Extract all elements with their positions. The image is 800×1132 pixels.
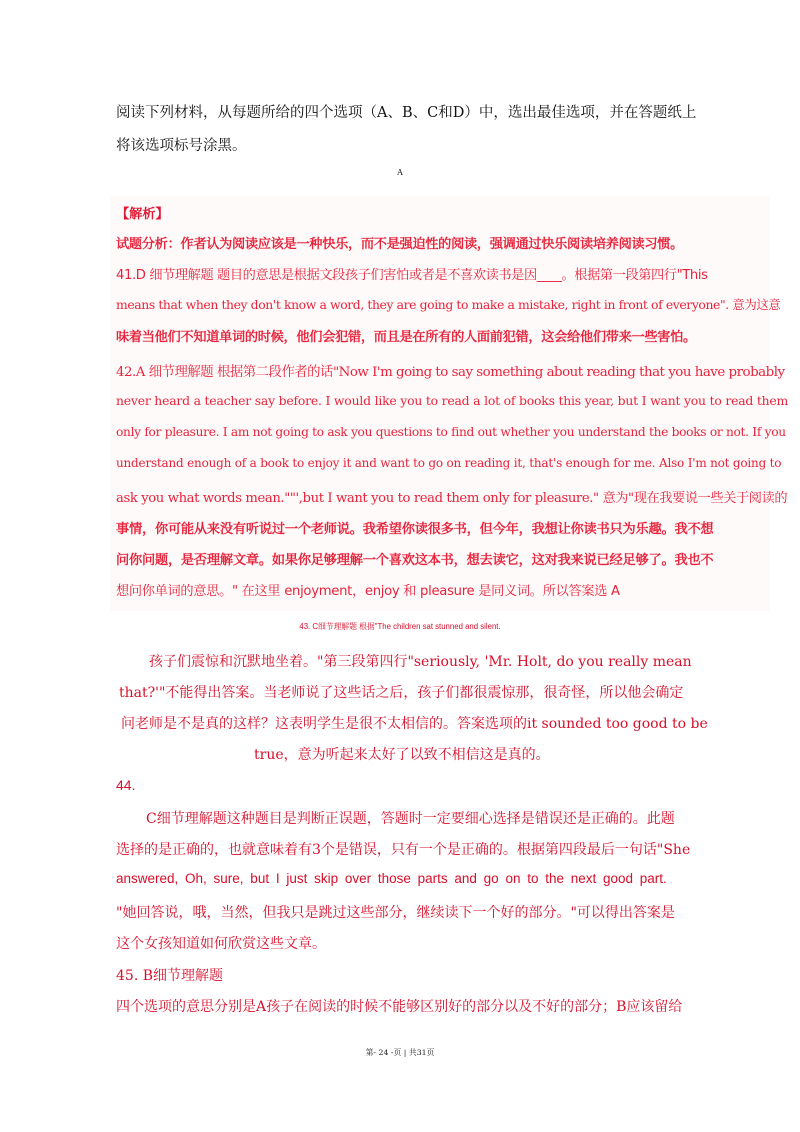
instructions-line-1: 阅读下列材料，从每题所给的四个选项（A、B、C和D）中，选出最佳选项，并在答题纸上 xyxy=(116,105,697,121)
analysis-line: 问你问题，是否理解文章。如果你足够理解一个喜欢这本书，想去读它，这对我来说已经足够了。我也不 xyxy=(116,553,714,568)
q43-line-4: 问老师是不是真的这样？这表明学生是很不太相信的。答案选项的it sounded too good to be xyxy=(121,716,708,732)
q44-line-4: "她回答说，哦，当然，但我只是跳过这些部分，继续读下一个好的部分。"可以得出答案是 xyxy=(116,905,675,921)
analysis-line: understand enough of a book to enjoy it and want to go on reading it, that's enough for me. Also I'm not going to xyxy=(116,456,782,470)
analysis-line: 41.D 细节理解题 题目的意思是根据文段孩子们害怕或者是不喜欢读书是因____。根据第一段第四行"This xyxy=(116,268,708,283)
analysis-line: ask you what words mean.""',but I want you to read them only for pleasure." 意为"现在我要说一些关于阅读的 xyxy=(116,491,788,506)
q43-line-5: true，意为听起来太好了以致不相信这是真的。 xyxy=(254,747,550,763)
q43-line-1: 43. C细节理解题 根据"The children sat stunned and silent. xyxy=(299,622,501,631)
q45-number: 45. B细节理解题 xyxy=(116,968,224,984)
instructions-line-2: 将该选项标号涂黑。 xyxy=(116,138,247,154)
q43-line-3: that?'"不能得出答案。当老师说了这些话之后，孩子们都很震惊那，很奇怪，所以他会确定 xyxy=(119,685,684,701)
analysis-line: 事情，你可能从来没有听说过一个老师说。我希望你读很多书，但今年，我想让你读书只为乐趣。我不想 xyxy=(116,522,714,537)
analysis-heading: 【解析】 xyxy=(116,207,169,222)
q44-line-5: 这个女孩知道如何欣赏这些文章。 xyxy=(116,936,326,952)
q44-line-3: answered, Oh, sure, but I just skip over those parts and go on to the next good part. xyxy=(116,871,667,886)
analysis-line: 味着当他们不知道单词的时候，他们会犯错，而且是在所有的人面前犯错，这会给他们带来一些害怕。 xyxy=(116,330,696,345)
q43-line-2: 孩子们震惊和沉默地坐着。"第三段第四行"seriously, 'Mr. Holt, do you really mean xyxy=(149,654,692,670)
q44-line-1: C细节理解题这种题目是判断正误题，答题时一定要细心选择是错误还是正确的。此题 xyxy=(146,811,675,827)
analysis-summary: 试题分析：作者认为阅读应该是一种快乐，而不是强迫性的阅读，强调通过快乐阅读培养阅读习惯。 xyxy=(116,237,684,252)
analysis-line: only for pleasure. I am not going to ask you questions to find out whether you understand the books or not. If you xyxy=(116,425,786,439)
q44-number: 44. xyxy=(116,777,136,793)
analysis-line: never heard a teacher say before. I would like you to read a lot of books this year, but I want you to read them xyxy=(116,393,789,408)
section-label: A xyxy=(397,168,403,177)
q45-line-1: 四个选项的意思分别是A孩子在阅读的时候不能够区别好的部分以及不好的部分；B应该留给 xyxy=(116,999,683,1015)
analysis-line: 想问你单词的意思。" 在这里 enjoyment，enjoy 和 pleasure 是同义词。所以答案选 A xyxy=(116,584,620,599)
page-footer: 第- 24 -页 | 共31页 xyxy=(365,1048,435,1057)
q44-line-2: 选择的是正确的，也就意味着有3个是错误，只有一个是正确的。根据第四段最后一句话"She xyxy=(116,842,691,858)
analysis-line: means that when they don't know a word, they are going to make a mistake, right in front of everyone". 意为这意 xyxy=(116,297,781,312)
analysis-line: 42.A 细节理解题 根据第二段作者的话"Now I'm going to say something about reading that you have probably xyxy=(116,365,785,380)
